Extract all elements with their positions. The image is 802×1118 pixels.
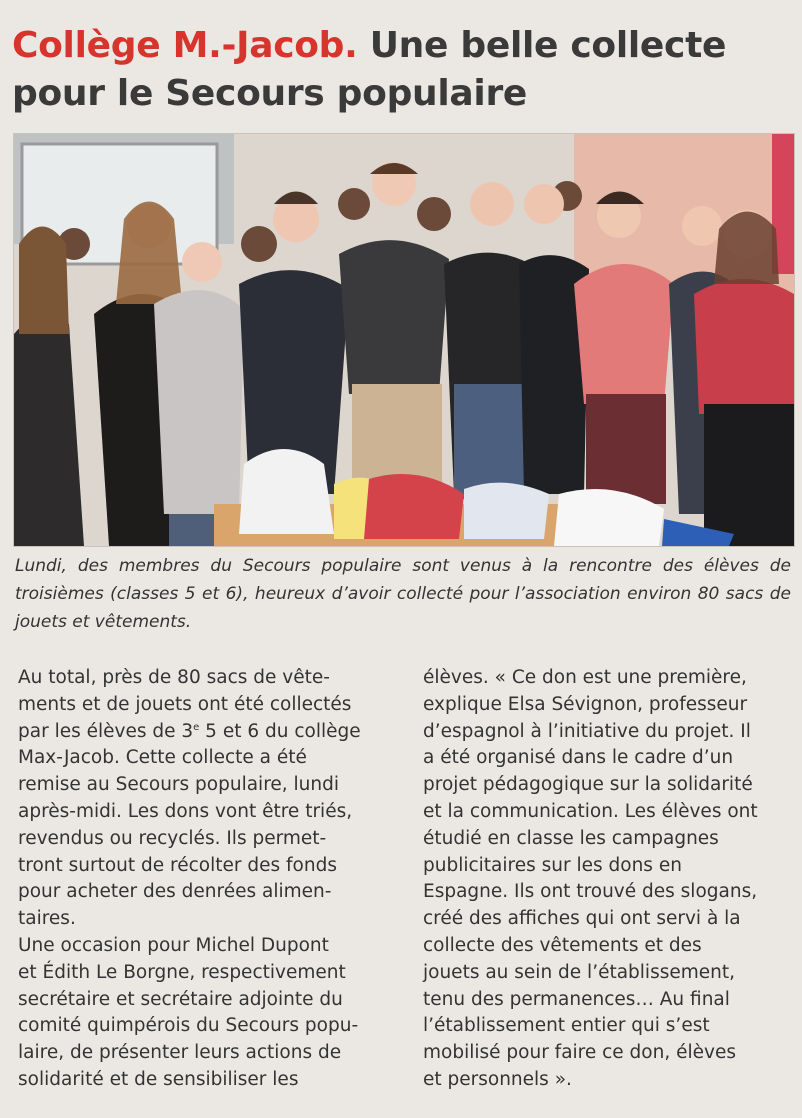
ordinal-superscript: e — [193, 721, 200, 733]
paragraph-1-text-b: 5 et 6 du collège Max-Jacob. Cette collecte a été remise au Secours populaire, lundi après-midi. Les dons vont être triés, revendus ou recyclés. Ils permet- tront surtout de récolter des fonds pour acheter des denrées alimen- taires. — [18, 720, 361, 930]
headline — [12, 22, 792, 118]
headline-kicker: Collège M.-Jacob. — [12, 25, 358, 66]
paragraph-2: Une occasion pour Michel Dupont et Édith Le Borgne, respectivement secrétaire et secrétaire adjointe du comité quimpérois du Secours popu- laire, de présenter leurs actions de solidarité et de sensibiliser les — [18, 934, 359, 1090]
article-column-left — [18, 665, 393, 1094]
paragraph-1-text-a: Au total, près de 80 sacs de vête- ments et de jouets ont été collectés par les élèves de 3 — [18, 667, 352, 742]
article-column-right — [423, 665, 796, 1094]
paragraph-1 — [18, 665, 393, 933]
group-photo-illustration — [14, 134, 794, 546]
photo-caption: Lundi, des membres du Secours populaire sont venus à la rencontre des élèves de troisièmes (classes 5 et 6), heureux d’avoir collecté pour l’association environ 80 sacs de jouets et vêtements. — [15, 556, 791, 632]
article-photo — [13, 133, 795, 547]
paragraph-3: élèves. « Ce don est une première, explique Elsa Sévignon, professeur d’espagnol à l’initiative du projet. Il a été organisé dans le cadre d’un projet pédagogique sur la solidarité et la communication. Les élèves ont étudié en classe les campagnes publicitaires sur les dons en Espagne. Ils ont trouvé des slogans, créé des affiches qui ont servi à la collecte des vêtements et des jouets au sein de l’établissement, tenu des permanences… Au final l’établissement entier qui s’est mobilisé pour faire ce don, élèves et personnels ». — [423, 667, 758, 1090]
headline-title: Une belle collecte pour le Secours populaire — [12, 25, 727, 114]
